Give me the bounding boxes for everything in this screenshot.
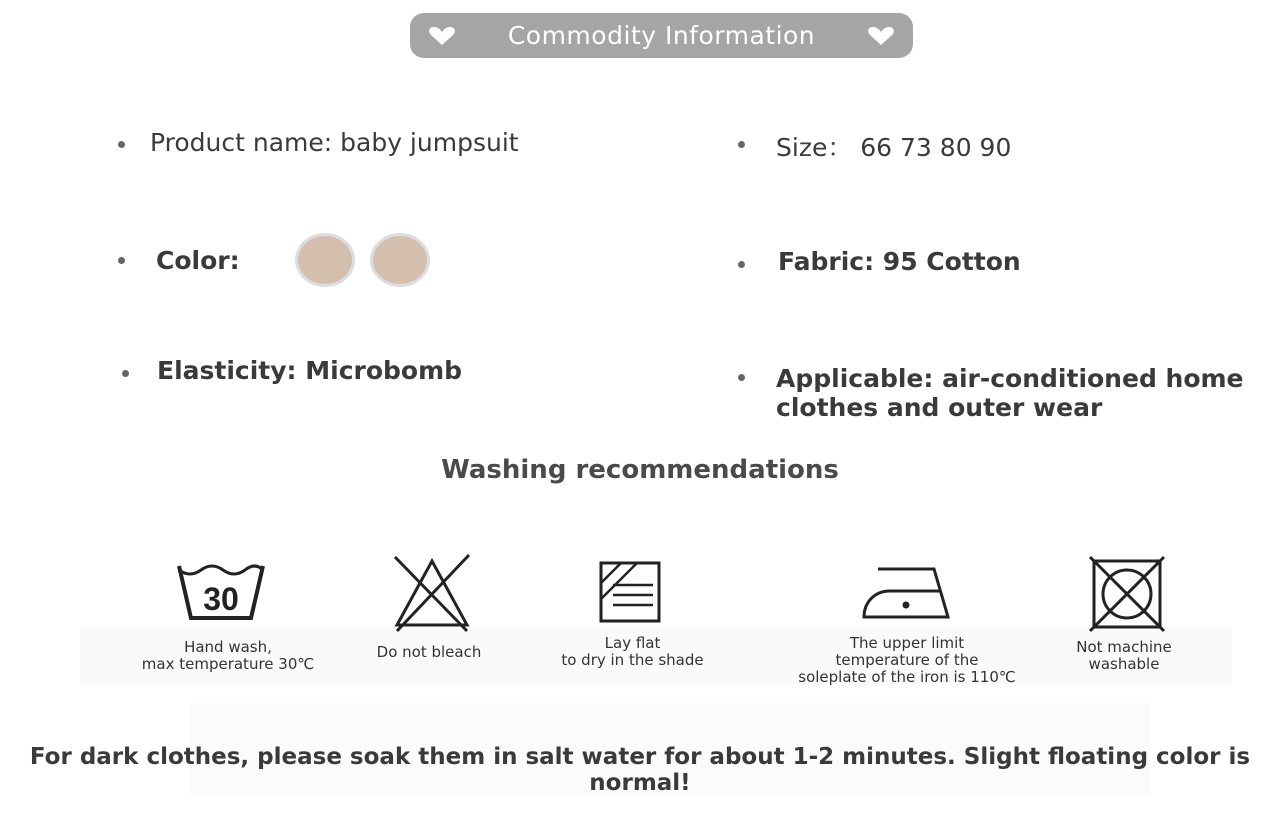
product-name: Product name: baby jumpsuit xyxy=(150,128,519,157)
bullet-icon xyxy=(118,141,125,148)
iron-caption-line-1: The upper limit xyxy=(849,634,965,652)
lay-flat-caption-line-1: Lay flat xyxy=(604,634,661,652)
dark-clothes-note: For dark clothes, please soak them in salt water for about 1-2 minutes. Slight floating color is normal! xyxy=(29,744,1251,796)
applicable xyxy=(776,364,1244,422)
hand-wash-caption xyxy=(128,639,328,673)
applicable-line-1: Applicable: air-conditioned home xyxy=(776,364,1244,393)
bullet-icon xyxy=(738,261,745,268)
do-not-bleach-caption-line-1: Do not bleach xyxy=(376,643,482,661)
heart-icon xyxy=(428,26,456,46)
lay-flat-caption xyxy=(545,635,720,669)
bullet-icon xyxy=(738,141,745,148)
hand-wash-30-icon xyxy=(175,560,267,622)
not-machine-washable-caption-line-2: washable xyxy=(1088,655,1160,673)
iron-caption xyxy=(777,635,1037,686)
applicable-line-2: clothes and outer wear xyxy=(776,393,1103,422)
not-machine-washable-icon xyxy=(1088,555,1166,633)
bullet-icon xyxy=(122,370,129,377)
not-machine-washable-caption-line-1: Not machine xyxy=(1076,638,1172,656)
size: Size： 66 73 80 90 xyxy=(776,133,1012,162)
bullet-icon xyxy=(118,257,125,264)
iron-caption-line-3: soleplate of the iron is 110℃ xyxy=(798,668,1016,686)
heart-icon xyxy=(867,26,895,46)
commodity-info-banner xyxy=(410,13,913,58)
hand-wash-caption-line-1: Hand wash, xyxy=(184,638,272,656)
washing-title: Washing recommendations xyxy=(441,455,839,485)
iron-110-icon xyxy=(860,565,952,621)
do-not-bleach-icon xyxy=(393,553,471,633)
elasticity: Elasticity: Microbomb xyxy=(157,356,463,385)
not-machine-washable-caption xyxy=(1054,639,1194,673)
color-label: Color: xyxy=(156,246,240,275)
lay-flat-caption-line-2: to dry in the shade xyxy=(561,651,704,669)
banner-title: Commodity Information xyxy=(507,21,816,50)
lay-flat-dry-shade-icon xyxy=(599,561,661,623)
wash-temperature-number: 30 xyxy=(203,581,239,617)
color-swatch-2 xyxy=(370,233,430,287)
hand-wash-caption-line-2: max temperature 30℃ xyxy=(141,655,315,673)
do-not-bleach-caption xyxy=(344,644,514,661)
iron-caption-line-2: temperature of the xyxy=(835,651,979,669)
fabric: Fabric: 95 Cotton xyxy=(778,247,1021,276)
color-swatch-1 xyxy=(295,233,355,287)
bullet-icon xyxy=(738,374,745,381)
